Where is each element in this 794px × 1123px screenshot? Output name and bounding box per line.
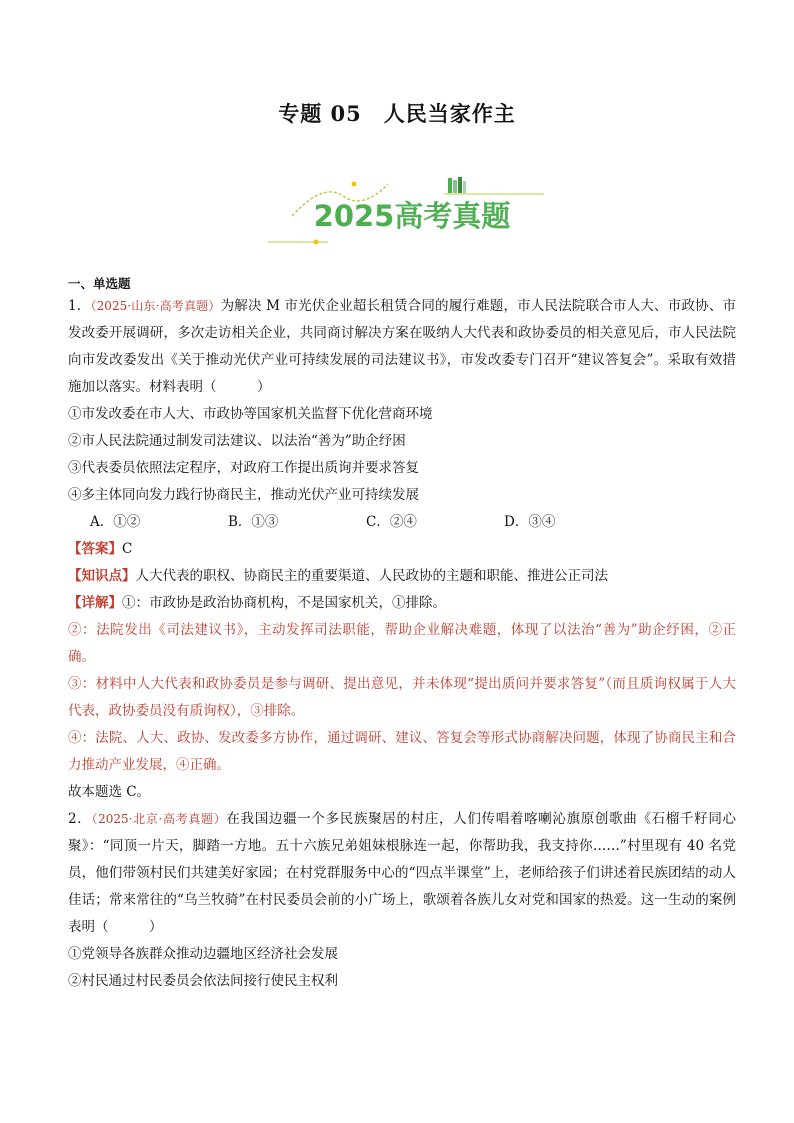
banner <box>268 172 548 250</box>
question-1-source: （2025·山东·高考真题） <box>90 299 221 313</box>
question-2-choice: ②村民通过村民委员会依法间接行使民主权利 <box>68 973 338 989</box>
section-heading: 一、单选题 <box>68 276 131 291</box>
detail-line <box>68 590 736 617</box>
question-2-choice: ①党领导各族群众推动边疆地区经济社会发展 <box>68 946 338 962</box>
question-2-stem <box>68 806 736 941</box>
detail-text-1: ①：市政协是政治协商机构，不是国家机关，①排除。 <box>122 595 446 611</box>
question-1-choice: ②市人民法院通过制发司法建议、以法治“善为”助企纾困 <box>68 433 406 449</box>
detail-text-4: ④：法院、人大、政协、发改委多方协作，通过调研、建议、答复会等形式协商解决问题，体现了协商民主和合力推动产业发展，④正确。 <box>68 730 736 773</box>
document-body <box>68 275 736 995</box>
knowledge-label: 【知识点】 <box>68 568 136 584</box>
knowledge-text: 人大代表的职权、协商民主的重要渠道、人民政协的主题和职能、推进公正司法 <box>135 568 608 584</box>
banner-title: 2025高考真题 <box>313 199 511 233</box>
conclusion: 故本题选 C。 <box>68 784 151 800</box>
option-a: A．①② <box>90 514 141 530</box>
question-1-stem <box>68 293 736 401</box>
question-2-text: 在我国边疆一个多民族聚居的村庄，人们传唱着喀喇沁旗原创歌曲《石榴千籽同心聚》：“同顶一片天，脚踏一方地。五十六族兄弟姐妹根脉连一起，你帮助我，我支持你……”村里现有 40 名党员，他们带领村民们共建美好家园；在村党群服务中心的“四点半课堂”上，老师给孩子们讲述着民族团结的动人佳话；常来常往的“乌兰牧骑”在村民委员会前的小广场上，歌颂着各族儿女对党和国家的热爱。这一生动的案例表明（ ） <box>68 811 737 935</box>
question-1-options <box>68 509 736 536</box>
question-1-choice: ①市发改委在市人大、市政协等国家机关监督下优化营商环境 <box>68 406 433 422</box>
question-1-choice: ③代表委员依照法定程序，对政府工作提出质询并要求答复 <box>68 460 419 476</box>
page-title: 专题 05 人民当家作主 <box>278 101 516 126</box>
answer-label: 【答案】 <box>68 541 122 557</box>
option-b: B．①③ <box>228 514 279 530</box>
option-c: C．②④ <box>366 514 417 530</box>
detail-text-2: ②：法院发出《司法建议书》，主动发挥司法职能，帮助企业解决难题，体现了以法治“善为”助企纾困，②正确。 <box>68 622 736 665</box>
question-1-number: 1． <box>68 298 91 314</box>
answer-value: C <box>122 541 133 557</box>
detail-label: 【详解】 <box>68 595 122 611</box>
question-2-source: （2025·北京·高考真题） <box>91 812 227 826</box>
knowledge-line <box>68 563 736 590</box>
books-icon <box>448 177 466 193</box>
detail-text-3: ③：材料中人大代表和政协委员是参与调研、提出意见，并未体现“提出质问并要求答复”（而且质询权属于人大代表，政协委员没有质询权），③排除。 <box>68 676 736 719</box>
question-2-number: 2． <box>68 811 92 827</box>
answer-line <box>68 536 736 563</box>
question-1-text: 为解决 M 市光伏企业超长租赁合同的履行难题，市人民法院联合市人大、市政协、市发改委开展调研，多次走访相关企业，共同商讨解决方案在吸纳人大代表和政协委员的相关意见后，市人民法院向市发改委发出《关于推动光伏产业可持续发展的司法建议书》，市发改委专门召开“建议答复会”。采取有效措施加以落实。材料表明（ ） <box>68 298 737 395</box>
question-1-choice: ④多主体同向发力践行协商民主，推动光伏产业可持续发展 <box>68 487 419 503</box>
option-d: D．③④ <box>504 514 556 530</box>
